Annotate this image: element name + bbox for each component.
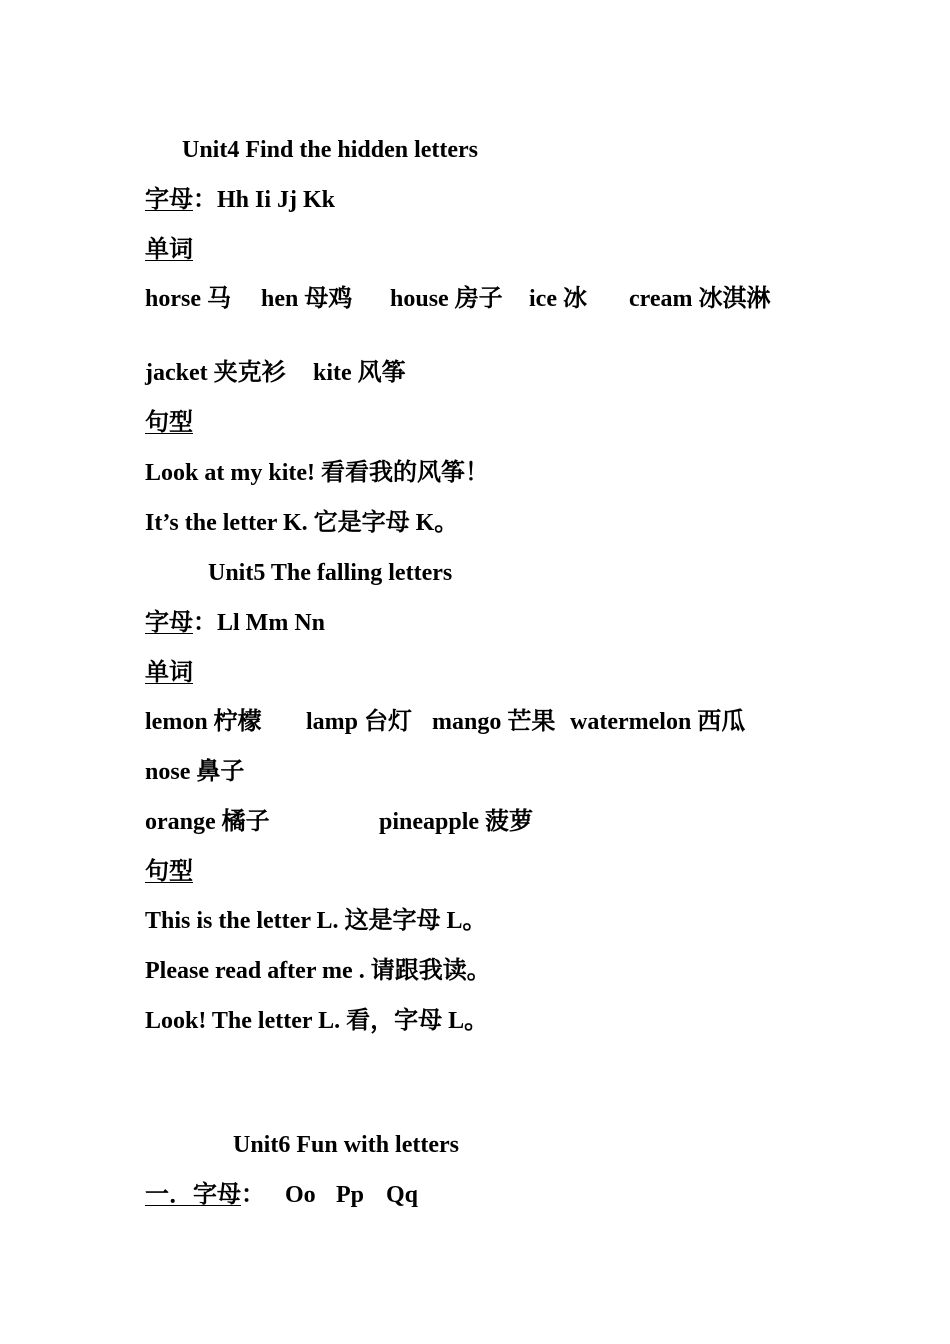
word-item: mango 芒果 — [432, 709, 556, 735]
unit4-words-row1 — [145, 284, 845, 314]
unit4-words-row2 — [145, 358, 645, 388]
word-item: ice 冰 — [529, 286, 587, 312]
unit4-letters-line — [145, 185, 335, 215]
unit5-sentence: Please read after me . 请跟我读。 — [145, 958, 491, 984]
word-item: jacket 夹克衫 — [145, 360, 286, 386]
unit4-words-label: 单词 — [145, 237, 193, 263]
word-item: lamp 台灯 — [306, 709, 413, 735]
unit4-sentence: It’s the letter K. 它是字母 K。 — [145, 510, 459, 536]
word-item: house 房子 — [390, 286, 503, 312]
word-item: kite 风筝 — [313, 360, 406, 386]
word-item: nose 鼻子 — [145, 759, 245, 785]
unit5-words-row2 — [145, 757, 244, 787]
unit6-letters-line — [145, 1180, 545, 1210]
unit4-letters: Hh Ii Jj Kk — [217, 187, 336, 213]
unit5-sentence: Look! The letter L. 看，字母 L。 — [145, 1008, 489, 1034]
letter-pair: Oo — [285, 1182, 316, 1208]
unit4-title: Unit4 Find the hidden letters — [182, 137, 479, 163]
word-item: hen 母鸡 — [261, 286, 353, 312]
letter-pair: Pp — [336, 1182, 365, 1208]
letter-pair: Qq — [386, 1182, 419, 1208]
unit5-title: Unit5 The falling letters — [208, 560, 453, 586]
word-item: orange 橘子 — [145, 809, 270, 835]
unit4-sentence: Look at my kite! 看看我的风筝！ — [145, 460, 489, 486]
unit5-letters: Ll Mm Nn — [217, 610, 325, 636]
unit6-letters-sep: ： — [241, 1182, 265, 1208]
unit5-words-label: 单词 — [145, 660, 193, 686]
unit5-words-row1 — [145, 707, 845, 737]
unit5-sentence: This is the letter L. 这是字母 L。 — [145, 908, 487, 934]
unit5-letters-label: 字母 — [145, 610, 193, 636]
unit6-title: Unit6 Fun with letters — [233, 1132, 459, 1158]
unit5-words-row3 — [145, 807, 645, 837]
unit5-letters-sep: ： — [193, 610, 217, 636]
unit4-letters-sep: ： — [193, 187, 217, 213]
unit5-sentences-label: 句型 — [145, 859, 193, 885]
word-item: lemon 柠檬 — [145, 709, 262, 735]
unit6-letters-label-group — [145, 1180, 265, 1210]
word-item: horse 马 — [145, 286, 231, 312]
word-item: cream 冰淇淋 — [629, 286, 771, 312]
word-item: watermelon 西瓜 — [570, 709, 746, 735]
unit6-letters-label: 一．字母 — [145, 1182, 241, 1208]
word-item: pineapple 菠萝 — [379, 809, 534, 835]
unit4-sentences-label: 句型 — [145, 410, 193, 436]
unit5-letters-line — [145, 608, 325, 638]
unit4-letters-label: 字母 — [145, 187, 193, 213]
